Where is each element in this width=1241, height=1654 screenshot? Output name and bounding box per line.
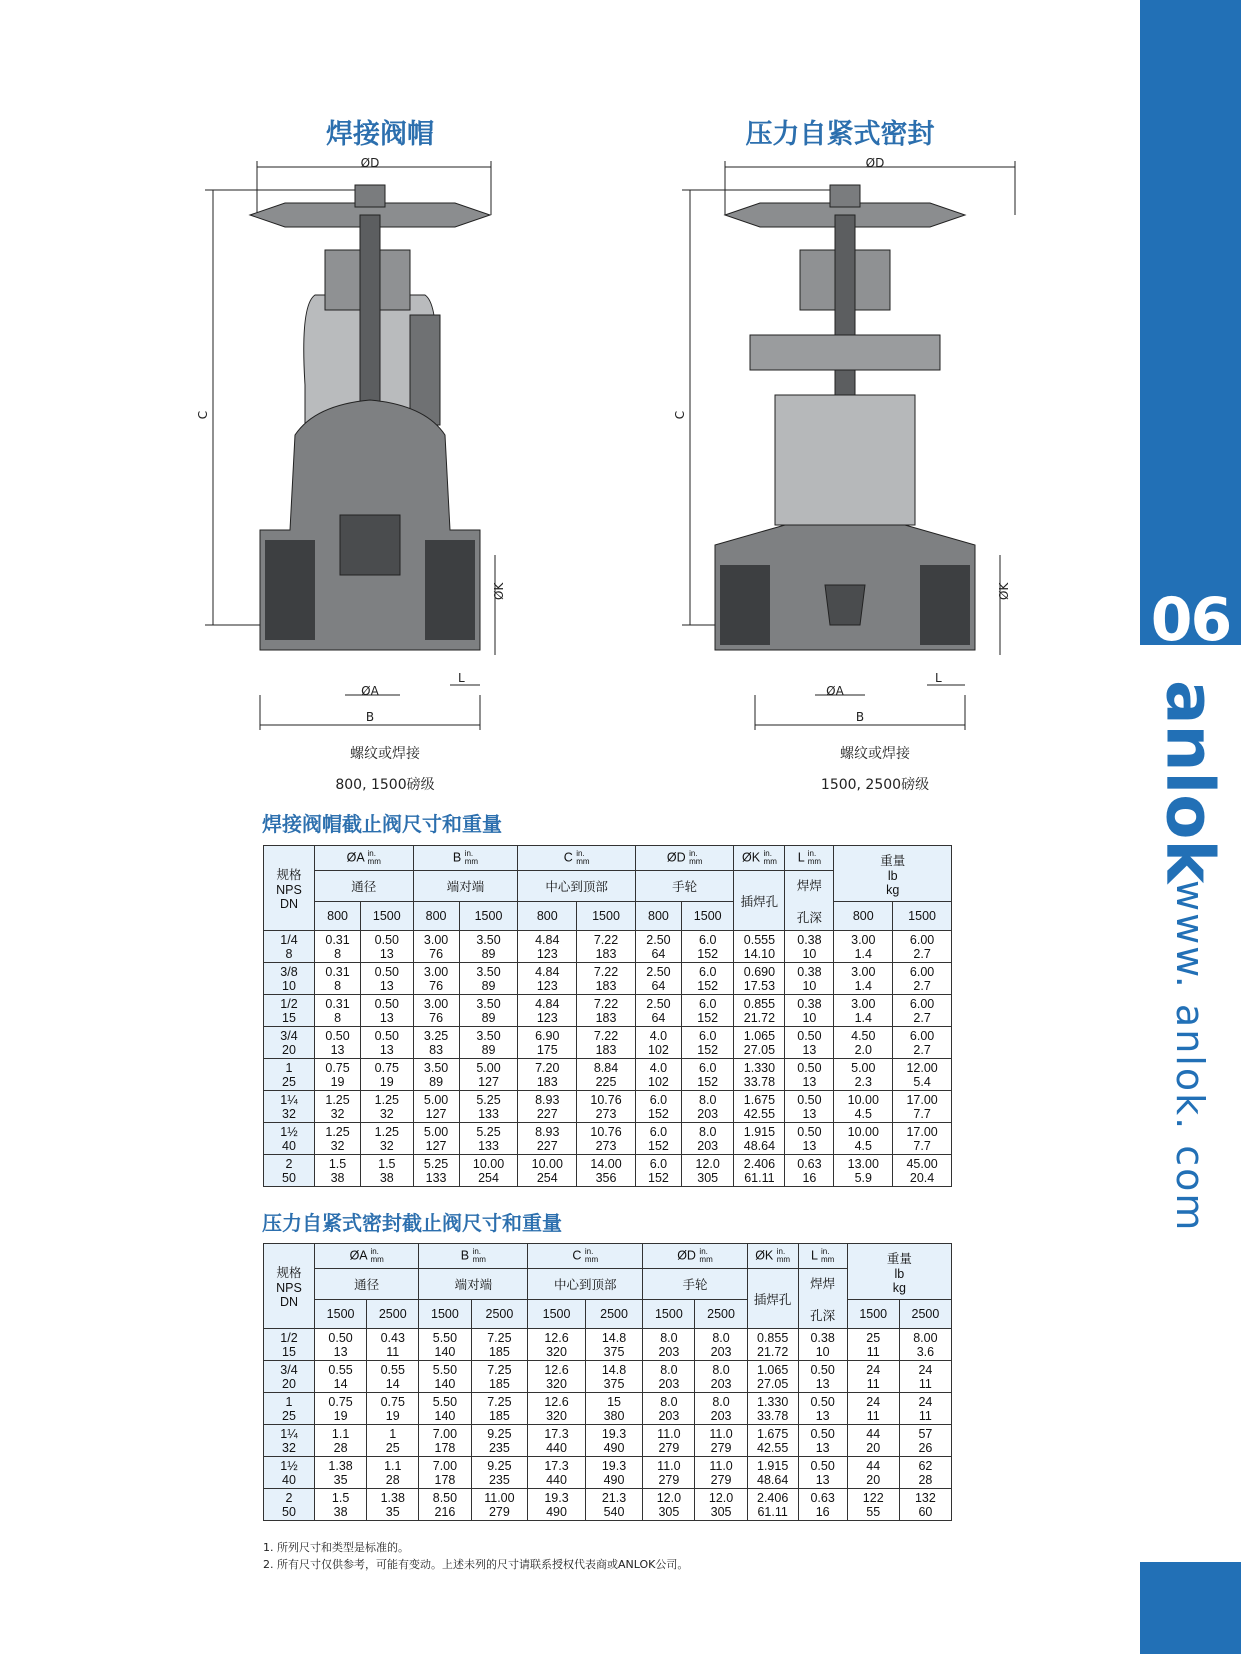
table-cell: 6.0 152 xyxy=(682,1027,734,1059)
table-cell: 0.690 17.53 xyxy=(734,963,785,995)
unit-label: in. mm xyxy=(472,1247,486,1264)
table-cell: 10.00 4.5 xyxy=(834,1123,893,1155)
table-cell: 8.84 225 xyxy=(577,1059,636,1091)
table-cell: 0.38 10 xyxy=(785,963,834,995)
table-cell: 10.00 254 xyxy=(518,1155,577,1187)
table-cell: 0.50 13 xyxy=(798,1361,847,1393)
table-cell: 0.75 19 xyxy=(361,1059,413,1091)
table-cell: 1.330 33.78 xyxy=(734,1059,785,1091)
cell-nps: 1/2 15 xyxy=(264,995,315,1027)
cell-nps: 1 25 xyxy=(264,1059,315,1091)
table-cell: 44 20 xyxy=(847,1457,899,1489)
table-cell: 7.22 183 xyxy=(577,1027,636,1059)
header-class-2: 2500 xyxy=(367,1300,419,1329)
table-cell: 1.25 32 xyxy=(315,1091,361,1123)
table-cell: 7.00 178 xyxy=(419,1425,471,1457)
table-cell: 24 11 xyxy=(899,1393,951,1425)
table-row xyxy=(264,1393,952,1425)
header-class-1: 1500 xyxy=(315,1300,367,1329)
table-cell: 3.50 89 xyxy=(459,1027,518,1059)
cell-nps: 1½ 40 xyxy=(264,1123,315,1155)
table-2-title: 压力自紧式密封截止阀尺寸和重量 xyxy=(262,1211,562,1235)
welded-bonnet-valve-drawing xyxy=(195,155,535,735)
header-L-desc: 焊焊 孔深 xyxy=(798,1269,847,1329)
table-cell: 122 55 xyxy=(847,1489,899,1521)
header-class-1: 1500 xyxy=(528,1300,585,1329)
cell-nps: 3/4 20 xyxy=(264,1361,315,1393)
cell-nps: 2 50 xyxy=(264,1489,315,1521)
header-C-desc: 中心到顶部 xyxy=(518,871,636,902)
table-cell: 0.38 10 xyxy=(785,931,834,963)
figure-1-caption-2: 800, 1500磅级 xyxy=(335,777,435,793)
table-cell: 3.00 76 xyxy=(413,995,459,1027)
table-cell: 17.3 440 xyxy=(528,1457,585,1489)
header-B: B in. mm xyxy=(419,1244,528,1269)
table-cell: 4.0 102 xyxy=(635,1059,681,1091)
table-cell: 0.555 14.10 xyxy=(734,931,785,963)
table-cell: 1.38 35 xyxy=(367,1489,419,1521)
table-cell: 0.50 13 xyxy=(785,1059,834,1091)
table-cell: 3.50 89 xyxy=(459,963,518,995)
table-cell: 5.25 133 xyxy=(459,1123,518,1155)
table-row xyxy=(264,1091,952,1123)
table-cell: 17.3 440 xyxy=(528,1425,585,1457)
table-cell: 9.25 235 xyxy=(471,1457,528,1489)
table-cell: 6.00 2.7 xyxy=(893,995,952,1027)
table-cell: 0.63 16 xyxy=(798,1489,847,1521)
table-cell: 10.76 273 xyxy=(577,1091,636,1123)
header-K-desc: 插焊孔 xyxy=(734,871,785,931)
table-cell: 3.25 83 xyxy=(413,1027,459,1059)
header-A: ØA in. mm xyxy=(315,846,414,871)
header-K: ØK in. mm xyxy=(747,1244,798,1269)
note-2: 2. 所有尺寸仅供参考，可能有变动。上述未列的尺寸请联系授权代表商或ANLOK公司。 xyxy=(263,1558,689,1571)
cell-nps: 1½ 40 xyxy=(264,1457,315,1489)
table-cell: 6.00 2.7 xyxy=(893,1027,952,1059)
table-1-title: 焊接阀帽截止阀尺寸和重量 xyxy=(262,812,502,836)
header-class-1: 1500 xyxy=(419,1300,471,1329)
table-cell: 1.25 32 xyxy=(361,1091,413,1123)
table-cell: 8.0 203 xyxy=(695,1329,747,1361)
table-cell: 15 380 xyxy=(585,1393,643,1425)
table-cell: 0.50 13 xyxy=(798,1425,847,1457)
dim-C: C xyxy=(673,410,687,420)
header-K: ØK in. mm xyxy=(734,846,785,871)
table-cell: 4.84 123 xyxy=(518,931,577,963)
unit-label: in. mm xyxy=(576,849,590,866)
cell-nps: 1/2 15 xyxy=(264,1329,315,1361)
table-cell: 2.50 64 xyxy=(635,963,681,995)
table-cell: 0.50 13 xyxy=(315,1027,361,1059)
header-L: L in. mm xyxy=(785,846,834,871)
header-weight: 重量 lb kg xyxy=(847,1244,951,1300)
table-cell: 5.00 127 xyxy=(413,1091,459,1123)
header-B-desc: 端对端 xyxy=(419,1269,528,1300)
table-row xyxy=(264,1425,952,1457)
figure-1-caption-1: 螺纹或焊接 xyxy=(350,746,420,762)
table-cell: 0.50 13 xyxy=(785,1123,834,1155)
dim-K: ØK xyxy=(492,582,506,600)
table-cell: 6.0 152 xyxy=(635,1091,681,1123)
table-cell: 10.00 4.5 xyxy=(834,1091,893,1123)
header-C: C in. mm xyxy=(518,846,636,871)
table-cell: 1.330 33.78 xyxy=(747,1393,798,1425)
table-cell: 3.00 1.4 xyxy=(834,963,893,995)
table-cell: 12.00 5.4 xyxy=(893,1059,952,1091)
table-row xyxy=(264,931,952,963)
table-cell: 8.0 203 xyxy=(643,1329,695,1361)
table-cell: 8.0 203 xyxy=(643,1361,695,1393)
table-cell: 19.3 490 xyxy=(585,1425,643,1457)
header-C: C in. mm xyxy=(528,1244,643,1269)
header-D: ØD in. mm xyxy=(643,1244,747,1269)
dim-B: B xyxy=(365,710,375,724)
table-cell: 3.00 1.4 xyxy=(834,931,893,963)
table-cell: 8.93 227 xyxy=(518,1091,577,1123)
unit-label: in. mm xyxy=(763,849,777,866)
cell-nps: 3/8 10 xyxy=(264,963,315,995)
table-cell: 12.6 320 xyxy=(528,1361,585,1393)
table-cell: 0.855 21.72 xyxy=(747,1329,798,1361)
header-class-2: 2500 xyxy=(899,1300,951,1329)
table-row xyxy=(264,963,952,995)
unit-label: in. mm xyxy=(367,849,381,866)
unit-label: in. mm xyxy=(807,849,822,866)
table-cell: 12.6 320 xyxy=(528,1329,585,1361)
table-cell: 1.5 38 xyxy=(361,1155,413,1187)
header-spec: 规格 NPS DN xyxy=(264,846,315,931)
table-row xyxy=(264,1155,952,1187)
header-L: L in. mm xyxy=(798,1244,847,1269)
table-cell: 19.3 490 xyxy=(585,1457,643,1489)
unit-label: in. mm xyxy=(776,1247,791,1264)
website-link[interactable]: www. anlok. com xyxy=(1168,880,1212,1233)
cell-nps: 3/4 20 xyxy=(264,1027,315,1059)
table-cell: 9.25 235 xyxy=(471,1425,528,1457)
table-cell: 1.675 42.55 xyxy=(734,1091,785,1123)
dim-D: ØD xyxy=(360,156,380,170)
table-cell: 0.38 10 xyxy=(785,995,834,1027)
table-cell: 25 11 xyxy=(847,1329,899,1361)
table-cell: 19.3 490 xyxy=(528,1489,585,1521)
table-cell: 8.0 203 xyxy=(682,1123,734,1155)
table-cell: 24 11 xyxy=(847,1361,899,1393)
table-cell: 1.915 48.64 xyxy=(747,1457,798,1489)
table-row xyxy=(264,1361,952,1393)
sidebar-bottom-band xyxy=(1140,1562,1241,1654)
table-cell: 7.25 185 xyxy=(471,1393,528,1425)
table-cell: 12.0 305 xyxy=(682,1155,734,1187)
table-row xyxy=(264,1123,952,1155)
table-cell: 5.25 133 xyxy=(413,1155,459,1187)
dim-L: L xyxy=(458,671,465,685)
table-cell: 13.00 5.9 xyxy=(834,1155,893,1187)
table-cell: 7.25 185 xyxy=(471,1361,528,1393)
figure-1-title: 焊接阀帽 xyxy=(326,119,434,150)
table-row xyxy=(264,1489,952,1521)
table-cell: 1.5 38 xyxy=(315,1489,367,1521)
table-cell: 0.50 13 xyxy=(315,1329,367,1361)
header-B: B in. mm xyxy=(413,846,518,871)
header-class-2: 1500 xyxy=(459,902,518,931)
table-cell: 7.25 185 xyxy=(471,1329,528,1361)
table-cell: 5.00 127 xyxy=(413,1123,459,1155)
header-D-desc: 手轮 xyxy=(643,1269,747,1300)
cell-nps: 1¼ 32 xyxy=(264,1091,315,1123)
table-cell: 5.50 140 xyxy=(419,1329,471,1361)
table-cell: 5.00 2.3 xyxy=(834,1059,893,1091)
table-cell: 6.0 152 xyxy=(682,1059,734,1091)
header-class-1: 800 xyxy=(635,902,681,931)
header-L-desc: 焊焊 孔深 xyxy=(785,871,834,931)
dim-C: C xyxy=(196,410,210,420)
table-cell: 11.0 279 xyxy=(695,1457,747,1489)
header-D-desc: 手轮 xyxy=(635,871,734,902)
table-cell: 14.8 375 xyxy=(585,1361,643,1393)
table-cell: 3.00 1.4 xyxy=(834,995,893,1027)
page-number: 06 xyxy=(1150,585,1231,655)
cell-nps: 1 25 xyxy=(264,1393,315,1425)
unit-label: in. mm xyxy=(699,1247,713,1264)
sidebar-top-band xyxy=(1140,0,1241,645)
table-cell: 12.0 305 xyxy=(643,1489,695,1521)
table-row xyxy=(264,995,952,1027)
table-cell: 0.50 13 xyxy=(361,931,413,963)
table-cell: 62 28 xyxy=(899,1457,951,1489)
pressure-seal-valve-drawing xyxy=(665,155,1045,735)
table-cell: 6.0 152 xyxy=(635,1123,681,1155)
table-cell: 7.22 183 xyxy=(577,931,636,963)
table-cell: 0.75 19 xyxy=(367,1393,419,1425)
table-cell: 6.0 152 xyxy=(635,1155,681,1187)
table-cell: 1.1 28 xyxy=(315,1425,367,1457)
table-cell: 0.50 13 xyxy=(361,963,413,995)
table-cell: 3.00 76 xyxy=(413,931,459,963)
dim-A: ØA xyxy=(826,684,844,698)
table-cell: 2.406 61.11 xyxy=(747,1489,798,1521)
header-class-2: 2500 xyxy=(471,1300,528,1329)
table-cell: 3.50 89 xyxy=(413,1059,459,1091)
table-cell: 1.38 35 xyxy=(315,1457,367,1489)
figure-2-title: 压力自紧式密封 xyxy=(745,119,935,150)
table-cell: 8.0 203 xyxy=(695,1361,747,1393)
table-cell: 5.50 140 xyxy=(419,1393,471,1425)
header-class-1: 1500 xyxy=(847,1300,899,1329)
table-cell: 0.50 13 xyxy=(361,1027,413,1059)
table-cell: 14.8 375 xyxy=(585,1329,643,1361)
table-cell: 5.00 127 xyxy=(459,1059,518,1091)
unit-label: in. mm xyxy=(584,1247,599,1264)
table-cell: 0.55 14 xyxy=(315,1361,367,1393)
table-row xyxy=(264,1457,952,1489)
table-cell: 2.50 64 xyxy=(635,931,681,963)
note-1: 1. 所列尺寸和类型是标准的。 xyxy=(263,1541,409,1554)
table-cell: 6.0 152 xyxy=(682,995,734,1027)
header-weight: 重量 lb kg xyxy=(834,846,952,902)
table-cell: 2.406 61.11 xyxy=(734,1155,785,1187)
header-class-2: 1500 xyxy=(893,902,952,931)
table-cell: 3.50 89 xyxy=(459,931,518,963)
unit-label: in. mm xyxy=(370,1247,384,1264)
table-cell: 132 60 xyxy=(899,1489,951,1521)
table-cell: 3.00 76 xyxy=(413,963,459,995)
header-A-desc: 通径 xyxy=(315,1269,419,1300)
table-cell: 11.0 279 xyxy=(643,1425,695,1457)
table-cell: 57 26 xyxy=(899,1425,951,1457)
table-cell: 0.31 8 xyxy=(315,931,361,963)
table-cell: 24 11 xyxy=(847,1393,899,1425)
table-cell: 0.31 8 xyxy=(315,963,361,995)
table-cell: 11.0 279 xyxy=(695,1425,747,1457)
table-row xyxy=(264,1027,952,1059)
table-cell: 0.63 16 xyxy=(785,1155,834,1187)
table-cell: 8.0 203 xyxy=(643,1393,695,1425)
table-cell: 1 25 xyxy=(367,1425,419,1457)
table-cell: 0.855 21.72 xyxy=(734,995,785,1027)
table-cell: 14.00 356 xyxy=(577,1155,636,1187)
table-cell: 8.93 227 xyxy=(518,1123,577,1155)
table-cell: 45.00 20.4 xyxy=(893,1155,952,1187)
table-cell: 17.00 7.7 xyxy=(893,1091,952,1123)
table-cell: 12.6 320 xyxy=(528,1393,585,1425)
table-cell: 1.25 32 xyxy=(315,1123,361,1155)
table-cell: 0.50 13 xyxy=(361,995,413,1027)
header-K-desc: 插焊孔 xyxy=(747,1269,798,1329)
cell-nps: 1/4 8 xyxy=(264,931,315,963)
table-cell: 0.75 19 xyxy=(315,1059,361,1091)
table-cell: 7.20 183 xyxy=(518,1059,577,1091)
table-cell: 0.50 13 xyxy=(785,1091,834,1123)
table-cell: 0.50 13 xyxy=(798,1457,847,1489)
table-cell: 6.00 2.7 xyxy=(893,931,952,963)
table-cell: 1.25 32 xyxy=(361,1123,413,1155)
table-cell: 5.25 133 xyxy=(459,1091,518,1123)
header-class-1: 800 xyxy=(518,902,577,931)
table-cell: 7.22 183 xyxy=(577,995,636,1027)
welded-bonnet-spec-table xyxy=(263,845,952,1187)
header-class-2: 1500 xyxy=(577,902,636,931)
figure-2-caption-1: 螺纹或焊接 xyxy=(840,746,910,762)
table-cell: 44 20 xyxy=(847,1425,899,1457)
table-cell: 6.0 152 xyxy=(682,963,734,995)
table-cell: 1.1 28 xyxy=(367,1457,419,1489)
dim-D: ØD xyxy=(865,156,885,170)
table-cell: 11.00 279 xyxy=(471,1489,528,1521)
table-cell: 0.43 11 xyxy=(367,1329,419,1361)
table-cell: 6.90 175 xyxy=(518,1027,577,1059)
unit-label: in. mm xyxy=(689,849,703,866)
figure-2-caption-2: 1500, 2500磅级 xyxy=(820,777,930,793)
table-row xyxy=(264,1329,952,1361)
table-cell: 12.0 305 xyxy=(695,1489,747,1521)
pressure-seal-spec-table xyxy=(263,1243,952,1521)
table-cell: 10.00 254 xyxy=(459,1155,518,1187)
table-cell: 3.50 89 xyxy=(459,995,518,1027)
notes xyxy=(263,1539,688,1573)
cell-nps: 1¼ 32 xyxy=(264,1425,315,1457)
header-spec: 规格 NPS DN xyxy=(264,1244,315,1329)
table-cell: 4.84 123 xyxy=(518,963,577,995)
table-cell: 1.065 27.05 xyxy=(747,1361,798,1393)
table-cell: 0.38 10 xyxy=(798,1329,847,1361)
header-class-1: 800 xyxy=(315,902,361,931)
table-cell: 10.76 273 xyxy=(577,1123,636,1155)
table-cell: 24 11 xyxy=(899,1361,951,1393)
header-B-desc: 端对端 xyxy=(413,871,518,902)
table-cell: 1.5 38 xyxy=(315,1155,361,1187)
table-cell: 0.75 19 xyxy=(315,1393,367,1425)
table-cell: 8.50 216 xyxy=(419,1489,471,1521)
table-row xyxy=(264,1059,952,1091)
table-cell: 8.0 203 xyxy=(682,1091,734,1123)
header-class-1: 1500 xyxy=(643,1300,695,1329)
table-cell: 17.00 7.7 xyxy=(893,1123,952,1155)
dim-K: ØK xyxy=(997,582,1011,600)
header-class-2: 2500 xyxy=(585,1300,643,1329)
brand-logo-text: anlok xyxy=(1151,680,1229,884)
table-cell: 8.00 3.6 xyxy=(899,1329,951,1361)
header-A-desc: 通径 xyxy=(315,871,414,902)
table-cell: 4.0 102 xyxy=(635,1027,681,1059)
dim-A: ØA xyxy=(361,684,379,698)
cell-nps: 2 50 xyxy=(264,1155,315,1187)
dim-L: L xyxy=(935,671,942,685)
header-A: ØA in. mm xyxy=(315,1244,419,1269)
table-cell: 8.0 203 xyxy=(695,1393,747,1425)
header-class-1: 800 xyxy=(834,902,893,931)
table-cell: 7.22 183 xyxy=(577,963,636,995)
table-cell: 0.50 13 xyxy=(798,1393,847,1425)
header-D: ØD in. mm xyxy=(635,846,734,871)
header-class-2: 1500 xyxy=(682,902,734,931)
table-cell: 7.00 178 xyxy=(419,1457,471,1489)
table-cell: 1.065 27.05 xyxy=(734,1027,785,1059)
table-cell: 1.915 48.64 xyxy=(734,1123,785,1155)
header-class-2: 1500 xyxy=(361,902,413,931)
table-cell: 1.675 42.55 xyxy=(747,1425,798,1457)
table-cell: 21.3 540 xyxy=(585,1489,643,1521)
unit-label: in. mm xyxy=(464,849,479,866)
table-cell: 11.0 279 xyxy=(643,1457,695,1489)
header-class-1: 800 xyxy=(413,902,459,931)
unit-label: in. mm xyxy=(820,1247,835,1264)
table-cell: 0.55 14 xyxy=(367,1361,419,1393)
table-cell: 0.31 8 xyxy=(315,995,361,1027)
table-cell: 5.50 140 xyxy=(419,1361,471,1393)
dim-B: B xyxy=(855,710,865,724)
table-cell: 2.50 64 xyxy=(635,995,681,1027)
table-cell: 4.84 123 xyxy=(518,995,577,1027)
header-class-2: 2500 xyxy=(695,1300,747,1329)
table-cell: 6.0 152 xyxy=(682,931,734,963)
table-cell: 4.50 2.0 xyxy=(834,1027,893,1059)
table-cell: 0.50 13 xyxy=(785,1027,834,1059)
table-cell: 6.00 2.7 xyxy=(893,963,952,995)
header-C-desc: 中心到顶部 xyxy=(528,1269,643,1300)
